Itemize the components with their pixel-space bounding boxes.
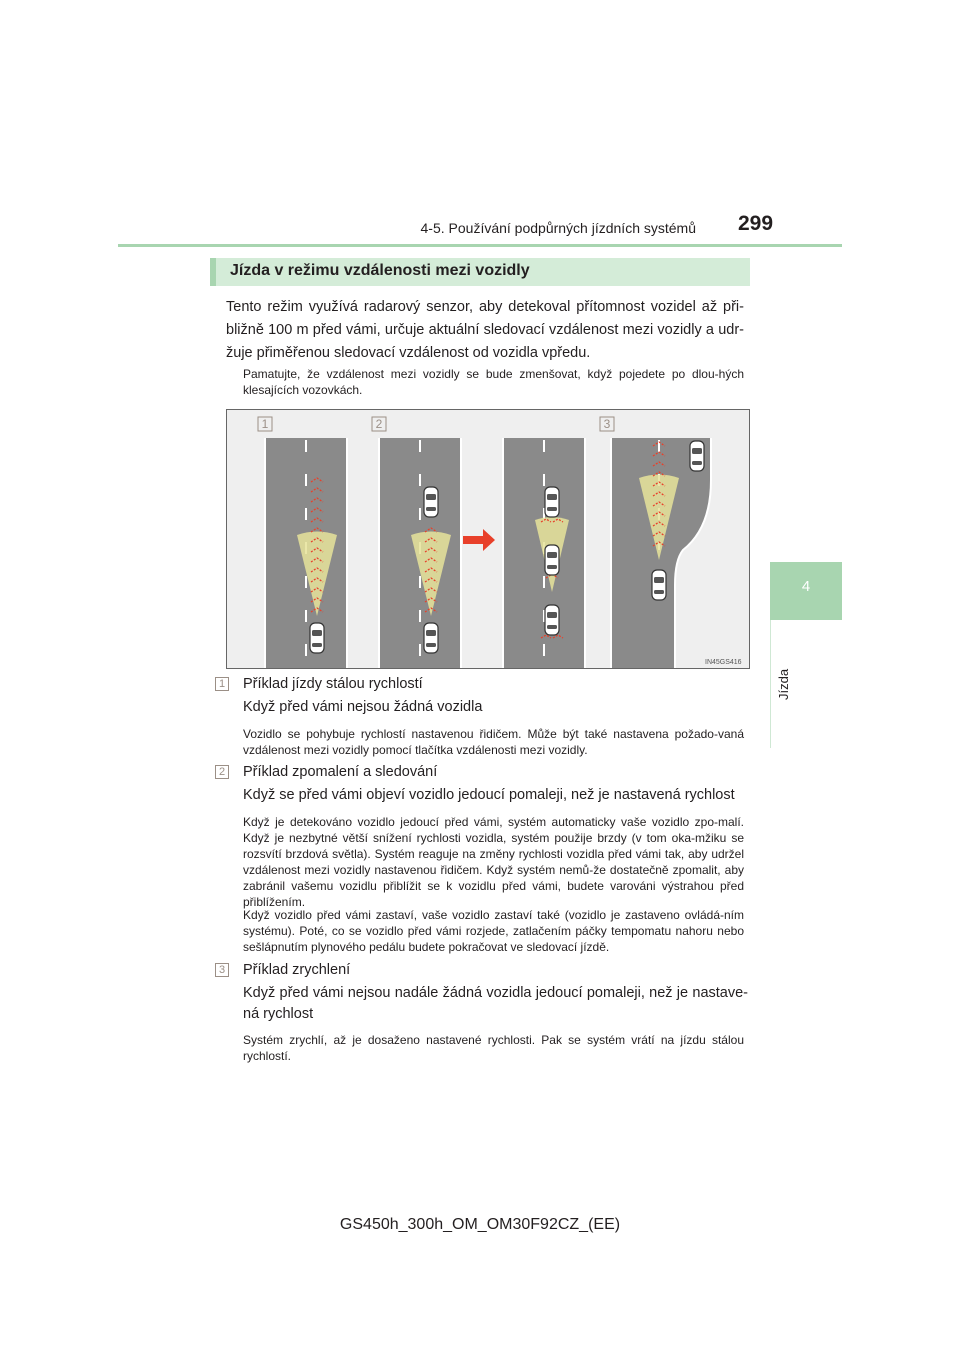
item-2-note: Když je detekováno vozidlo jedoucí před vámi, systém automaticky vaše vozidlo zpo-malí. Když je nezbytné větší snížení rychlosti vozidla, systém použije brzdy (v tom oka-mžiku se rozsvítí brzdová světla). Systém reaguje na změny rychlosti vozidla před vámi tak, aby udržel vzdálenost mezi vozidly nastavenou řidičem. Když systém nemů-že dostatečně zpomalit, aby zabránil vašemu vozidlu přiblížit se k vozidlu před vámi, budete varováni výstrahou před přiblížením. [243,815,744,909]
figure-marker-3: 3 [603,417,611,431]
section-heading-box [210,258,750,286]
item-2-title: Příklad zpomalení a sledování [243,764,438,780]
acc-illustration [226,409,750,669]
item-1-marker: 1 [215,677,229,691]
item-1-subtitle: Když před vámi nejsou žádná vozidla [243,699,483,715]
running-header: 4-5. Používání podpůrných jízdních systémů [420,220,696,236]
page-number: 299 [738,212,774,235]
transition-arrow [463,529,495,551]
chapter-label: Jízda [776,668,791,700]
lead-note: Pamatujte, že vzdálenost mezi vozidly se bude zmenšovat, když pojedete po dlou-hých klesajících vozovkách. [243,367,744,397]
figure-code: IN45GS416 [705,659,742,666]
header-rule [118,244,842,247]
section-title: Jízda v režimu vzdálenosti mezi vozidly [230,262,530,279]
document-code-footer: GS450h_300h_OM_OM30F92CZ_(EE) [339,1216,621,1233]
item-2-note-2: Když vozidlo před vámi zastaví, vaše vozidlo zastaví také (vozidlo je zastaveno ovládá-ním systému). Poté, co se vozidlo před vámi rozjede, zatlačením páčky tempomatu nahoru nebo sešlápnutím plynového pedálu budete pokračovat ve sledovací jízdě. [243,908,744,954]
item-2-subtitle: Když se před vámi objeví vozidlo jedoucí pomaleji, než je nastavená rychlost [243,787,735,803]
road-1 [265,438,347,669]
chapter-number: 4 [801,578,811,595]
item-3-subtitle: Když před vámi nejsou nadále žádná vozidla jedoucí pomaleji, než je nastave-ná rychlost [243,985,748,1022]
item-3-title: Příklad zrychlení [243,962,351,978]
item-3-marker: 3 [215,963,229,977]
item-3-note: Systém zrychlí, až je dosaženo nastavené rychlosti. Pak se systém vrátí na jízdu stálou rychlostí. [243,1033,744,1063]
road-2 [379,438,461,669]
road-4 [611,438,711,669]
acc-illustration-svg [227,410,750,669]
figure-marker-2: 2 [375,417,383,431]
item-1-note: Vozidlo se pohybuje rychlostí nastavenou řidičem. Může být také nastavena požado-vaná vzdálenost mezi vozidly pomocí tlačítka vzdálenosti mezi vozidly. [243,727,744,757]
item-2-marker: 2 [215,765,229,779]
chapter-tab [770,562,842,620]
item-1-title: Příklad jízdy stálou rychlostí [243,676,423,692]
figure-marker-1: 1 [261,417,269,431]
lead-paragraph: Tento režim využívá radarový senzor, aby detekoval přítomnost vozidel až při-bližně 100 m před vámi, určuje aktuální sledovací vzdálenost mezi vozidly a udr-žuje přiměřenou sledovací vzdálenost od vozidla vpředu. [226,299,744,361]
road-3 [503,438,585,669]
